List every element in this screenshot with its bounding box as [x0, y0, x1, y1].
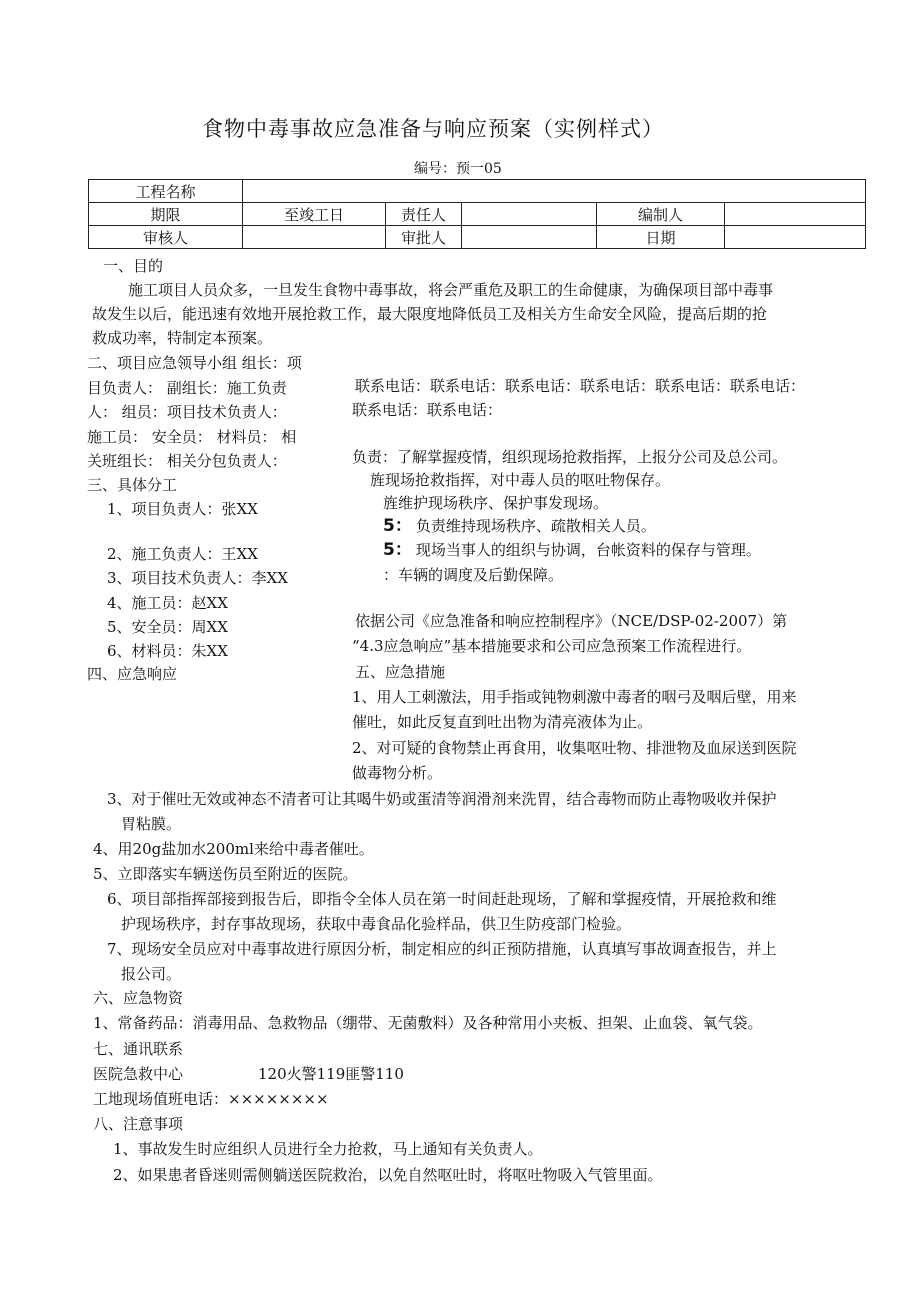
role-item: 4、施工员：赵XX: [107, 594, 228, 612]
measure-line: 4、用20g盐加水200ml来给中毒者催吐。: [93, 840, 374, 858]
notice-line: 2、如果患者昏迷则需侧躺送医院救治，以免自然呕吐时，将呕吐物吸入气管里面。: [113, 1166, 663, 1184]
measure-line: 做毒物分析。: [352, 764, 443, 782]
section-heading: 一、目的: [103, 257, 164, 275]
measure-line: 5、立即落实车辆送伤员至附近的医院。: [93, 865, 358, 883]
info-table: [88, 179, 866, 249]
table-row: [89, 203, 866, 226]
reviewer-label: 审核人: [89, 226, 243, 249]
section-heading: 五、应急措施: [355, 663, 446, 681]
section-heading: 六、应急物资: [93, 989, 184, 1007]
paragraph-line: 依据公司《应急准备和响应控制程序》（NCE/DSP-02-2007）第: [355, 612, 788, 630]
paragraph-line: 目负责人： 副组长：施工负责: [87, 379, 287, 397]
paragraph-line: 关班组长： 相关分包负责人：: [87, 452, 287, 470]
section-heading: 四、应急响应: [87, 665, 178, 683]
emergency-numbers: 120火警119匪警110: [258, 1065, 404, 1083]
measure-line: 胃粘膜。: [121, 815, 182, 833]
paragraph-line: 施工员： 安全员： 材料员： 相: [87, 428, 297, 446]
duty-text: 现场当事人的组织与协调，台帐资料的保存与管理。: [415, 541, 761, 559]
project-name-label: 工程名称: [89, 180, 243, 203]
responsible-label: 责任人: [386, 203, 462, 226]
role-item: 3、项目技术负责人：李XX: [107, 569, 288, 587]
paragraph-line: 二、项目应急领导小组 组长：项: [87, 354, 302, 372]
measure-line: 3、对于催吐无效或神态不清者可让其喝牛奶或蛋清等润滑剂来洗胃，结合毒物而防止毒物吸收并保护: [107, 790, 777, 808]
period-label: 期限: [89, 203, 243, 226]
duty-line: 旌维护现场秩序、保护事发现场。: [383, 494, 609, 512]
paragraph-line: 救成功率，特制定本预案。: [92, 329, 273, 347]
measure-line: 7、现场安全员应对中毒事故进行原因分析，制定相应的纠正预防措施，认真填写事故调查报告，并上: [107, 940, 777, 958]
approver-label: 审批人: [386, 226, 462, 249]
duty-line: ：车辆的调度及后勤保障。: [383, 566, 564, 584]
phone-line: 联系电话：联系电话：联系电话：联系电话：联系电话：联系电话：: [355, 377, 806, 395]
measure-line: 报公司。: [121, 965, 182, 983]
paragraph-line: 施工项目人员众多，一旦发生食物中毒事故，将会严重危及职工的生命健康，为确保项目部中毒事: [128, 281, 774, 299]
duty-line: [383, 542, 761, 559]
responsible-value[interactable]: [462, 203, 597, 226]
table-row: [89, 226, 866, 249]
reviewer-value[interactable]: [243, 226, 386, 249]
supplies-line: 1、常备药品：消毒用品、急救物品（绷带、无菌敷料）及各种常用小夹板、担架、止血袋、氧气袋。: [93, 1014, 763, 1032]
measure-line: 催吐，如此反复直到吐出物为清亮液体为止。: [352, 713, 653, 731]
approver-value[interactable]: [462, 226, 597, 249]
measure-line: 1、用人工刺激法，用手指或钝物刺激中毒者的咽弓及咽后壁，用来: [352, 688, 797, 706]
document-number: 编号：预一05: [414, 161, 502, 177]
notice-line: 1、事故发生时应组织人员进行全力抢救，马上通知有关负责人。: [113, 1140, 543, 1158]
role-item: 6、材料员：朱XX: [107, 642, 228, 660]
date-label: 日期: [597, 226, 725, 249]
section-heading: 七、通讯联系: [93, 1040, 184, 1058]
date-value[interactable]: [725, 226, 866, 249]
phone-line: 联系电话：联系电话：: [352, 401, 503, 419]
table-row: [89, 180, 866, 203]
measure-line: 6、项目部指挥部接到报告后，即指令全体人员在第一时间赶赴现场，了解和掌握疫情，开展抢救和维: [107, 890, 777, 908]
role-item: 2、施工负责人：王XX: [107, 545, 258, 563]
paragraph-line: 人： 组员：项目技术负责人：: [87, 403, 287, 421]
duty-line: 旌现场抢救指挥，对中毒人员的呕吐物保存。: [370, 471, 671, 489]
duty-line: [383, 518, 656, 535]
document-title: 食物中毒事故应急准备与响应预案（实例样式）: [202, 117, 664, 141]
period-value: 至竣工日: [243, 203, 386, 226]
editor-value[interactable]: [725, 203, 866, 226]
paragraph-line: “4.3应急响应”基本措施要求和公司应急预案工作流程进行。: [352, 637, 752, 655]
role-item: 5、安全员：周XX: [107, 618, 228, 636]
hospital-label: 医院急救中心: [93, 1065, 184, 1083]
paragraph-line: 故发生以后，能迅速有效地开展抢救工作，最大限度地降低员工及相关方生命安全风险，提高后期的抢: [92, 305, 768, 323]
role-item: 1、项目负责人：张XX: [107, 500, 258, 518]
measure-line: 2、对可疑的食物禁止再食用，收集呕吐物、排泄物及血尿送到医院: [352, 739, 797, 757]
duty-prefix: 5：: [383, 516, 412, 536]
duty-prefix: 5：: [383, 540, 412, 560]
duty-text: 负责维持现场秩序、疏散相关人员。: [415, 517, 656, 535]
measure-line: 护现场秩序，封存事故现场，获取中毒食品化验样品，供卫生防疫部门检验。: [121, 915, 632, 933]
duty-line: 负责：了解掌握疫情，组织现场抢救指挥，上报分公司及总公司。: [352, 448, 788, 466]
section-heading: 八、注意事项: [93, 1115, 184, 1133]
project-name-value[interactable]: [243, 180, 866, 203]
editor-label: 编制人: [597, 203, 725, 226]
section-heading: 三、具体分工: [87, 476, 178, 494]
site-phone: 工地现场值班电话：××××××××: [93, 1090, 329, 1108]
